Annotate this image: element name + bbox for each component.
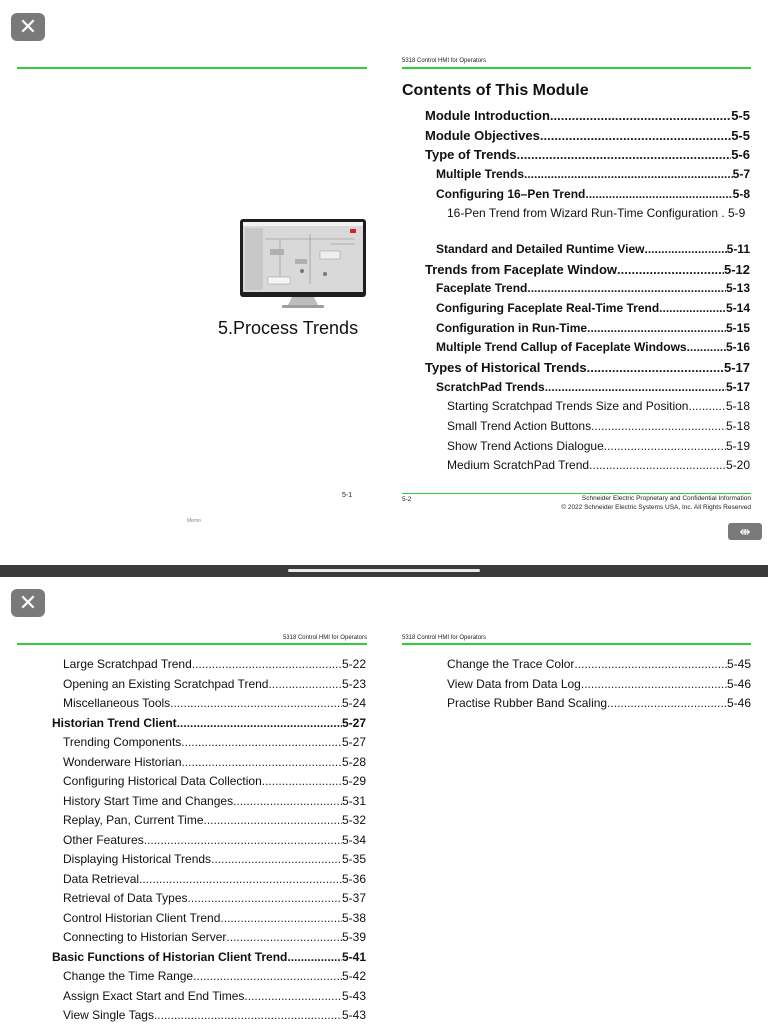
toc-entry-title: Module Objectives [425,127,540,143]
toc-entry[interactable] [436,338,750,358]
dot-leader [587,358,724,378]
toc-entry[interactable] [436,165,750,185]
toc-entry-page: 5-18 [725,399,750,414]
toc-list [52,655,366,1024]
toc-entry-page: 5-5 [731,127,750,143]
toc-entry[interactable] [63,675,366,695]
dot-leader [154,1006,342,1024]
footer-line-1: Schneider Electric Proprietary and Confidential Information [581,495,751,502]
toc-entry-page: 5-38 [341,910,366,925]
toc-entry-title: Multiple Trend Callup of Faceplate Windows [436,340,687,355]
toc-entry-title: Assign Exact Start and End Times [63,988,245,1003]
dot-leader [220,909,342,929]
dot-leader [527,279,726,299]
contents-page [402,56,751,516]
toc-entry-page: 5-35 [341,852,366,866]
dot-leader [268,675,342,695]
close-icon: ✕ [18,590,38,615]
footer-page-number: 5-2 [402,496,412,503]
dot-leader [233,792,342,812]
toc-entry-title: Faceplate Trend [436,281,528,296]
dot-leader [193,967,342,987]
contents-page-continued-right [402,633,751,1024]
toc-entry[interactable] [447,397,750,417]
page-header: 5318 Control HMI for Operators [402,635,487,641]
toc-entry-page: 5-39 [341,930,366,944]
toc-entry[interactable] [436,279,750,299]
toc-entry-page: 5-31 [341,793,366,808]
dot-leader [182,753,342,773]
dot-leader [581,675,727,695]
dot-leader [585,185,732,205]
toc-entry-title: Wonderware Historian [63,754,182,769]
toc-entry-page: 5-27 [341,715,366,730]
dot-leader [589,456,726,476]
toc-entry-title: Configuring Historical Data Collection [63,774,262,788]
close-icon: ✕ [18,14,38,39]
toc-entry-page: 5-5 [731,108,750,123]
toc-entry[interactable] [436,319,750,339]
toc-entry[interactable] [447,417,750,437]
toc-entry-title: 16-Pen Trend from Wizard Run-Time Configuration . 5-9 [447,206,746,221]
toc-entry[interactable] [63,928,366,948]
toc-entry-title: Multiple Trends [436,167,525,182]
toc-entry-page: 5-41 [341,949,366,964]
toc-entry-page: 5-23 [341,676,366,691]
toc-entry[interactable] [425,358,750,378]
toc-entry-page: 5-28 [341,754,366,769]
toc-entry[interactable] [447,675,751,695]
toc-entry-title: Historian Trend Client [52,715,177,730]
dot-leader [262,772,342,792]
dot-leader [177,714,342,734]
footer-line-2: © 2022 Schneider Electric Systems USA, Inc. All Rights Reserved [561,504,751,511]
toc-entry[interactable] [436,378,750,398]
toc-entry[interactable] [436,299,750,319]
toc-entry-page: 5-43 [341,1008,366,1022]
toc-entry[interactable] [425,106,750,126]
dot-leader [144,831,342,851]
toc-entry[interactable] [63,1006,366,1024]
toc-entry[interactable] [63,753,366,773]
toc-entry-title: Configuring Faceplate Real-Time Trend [436,300,660,315]
page-mark: Memo [187,518,201,524]
toc-entry-page: 5-29 [341,774,366,788]
toc-entry[interactable] [425,126,750,146]
close-button[interactable] [11,13,45,41]
fit-page-icon: ⇼ [739,523,751,539]
dot-leader [687,338,726,358]
toc-entry-title: Displaying Historical Trends [63,852,212,866]
dot-leader [211,850,342,870]
dot-leader [517,145,732,165]
toc-entry-page: 5-18 [725,419,750,434]
toc-entry-page: 5-6 [731,147,750,163]
toc-entry-title: Change the Time Range [63,969,194,983]
toc-entry-page: 5-27 [341,735,366,749]
toc-entry-page: 5-32 [341,813,366,827]
toc-entry[interactable] [52,948,366,968]
dot-leader [550,106,731,126]
toc-entry-page: 5-8 [732,186,750,201]
toc-entry[interactable] [425,145,750,165]
toc-entry-title: Small Trend Action Buttons [447,419,592,434]
toc-entry[interactable] [63,733,366,753]
toc-entry[interactable] [63,987,366,1007]
dot-leader [524,165,733,185]
toc-entry-title: Starting Scratchpad Trends Size and Position [447,399,689,414]
dot-leader [604,437,726,457]
contents-title: Contents of This Module [402,82,589,99]
toc-entry[interactable] [436,185,750,205]
footer-copyright [561,494,751,512]
dot-leader [591,417,726,437]
toc-entry-page: 5-13 [725,281,750,296]
toc-entry-page: 5-16 [725,340,750,355]
toc-entry-title: Standard and Detailed Runtime View [436,241,645,256]
toc-entry[interactable] [447,456,750,476]
toc-entry[interactable] [63,694,366,714]
header-rule [402,643,751,645]
toc-entry[interactable] [52,714,366,734]
dot-leader [188,889,342,909]
bottom-viewer-screen [0,577,768,1024]
toc-entry-title: Retrieval of Data Types [63,891,188,905]
dot-leader [192,655,342,675]
toc-entry[interactable] [63,772,366,792]
toc-entry-title: Configuring 16–Pen Trend [436,186,586,201]
toc-entry[interactable] [63,889,366,909]
toc-entry-page: 5-42 [341,969,366,983]
header-rule [402,67,751,69]
toc-entry-title: Replay, Pan, Current Time [63,813,204,827]
dot-leader [244,987,342,1007]
toc-entry-page: 5-7 [732,167,750,182]
dot-leader [226,928,342,948]
header-rule [17,67,367,69]
dot-leader [659,299,726,319]
toc-entry[interactable] [63,655,366,675]
toc-entry[interactable] [63,792,366,812]
toc-entry[interactable] [447,204,750,239]
toc-entry[interactable] [447,694,751,714]
toc-entry-title: Data Retrieval [63,871,140,886]
toc-list [447,655,751,714]
dot-leader [170,694,342,714]
split-divider[interactable] [0,565,768,577]
dot-leader [688,397,725,417]
dot-leader [587,319,726,339]
toc-entry-title: View Single Tags [63,1008,154,1022]
dot-leader [574,655,727,675]
toc-entry-title: Types of Historical Trends [425,359,587,375]
toc-entry-page: 5-37 [341,891,366,905]
toc-entry-page: 5-19 [725,438,750,453]
dot-leader [545,378,726,398]
toc-entry-title: Other Features [63,832,144,847]
toc-entry-title: History Start Time and Changes [63,793,234,808]
toc-entry-title: Type of Trends [425,147,517,163]
page-header: 5318 Control HMI for Operators [282,635,367,641]
toc-entry-page: 5-22 [341,657,366,671]
toc-entry-title: View Data from Data Log [447,676,581,691]
close-button[interactable] [11,589,45,617]
toc-entry-page: 5-12 [723,261,750,277]
dot-leader [607,694,727,714]
fit-page-button[interactable] [728,523,762,540]
toc-entry[interactable] [63,909,366,929]
toc-entry-title: Connecting to Historian Server [63,930,227,944]
toc-entry-title: Module Introduction [425,108,550,123]
toc-entry[interactable] [63,831,366,851]
toc-entry[interactable] [63,850,366,870]
toc-entry[interactable] [436,240,750,260]
toc-entry-title: Control Historian Client Trend [63,910,221,925]
dot-leader [204,811,342,831]
toc-entry-page: 5-36 [341,871,366,886]
toc-entry-page: 5-15 [725,320,750,335]
toc-entry-page: 5-20 [725,458,750,473]
toc-entry-title: Configuration in Run-Time [436,320,588,335]
chapter-title: 5.Process Trends [218,318,359,338]
toc-entry-title: Opening an Existing Scratchpad Trend [63,676,269,691]
page-number: 5-1 [342,492,353,499]
toc-entry-page: 5-43 [341,988,366,1003]
toc-entry[interactable] [63,811,366,831]
toc-entry-page: 5-17 [725,379,750,394]
toc-entry-page: 5-46 [726,696,751,710]
dot-leader [139,870,342,890]
toc-entry[interactable] [425,260,750,280]
toc-entry-title: Practise Rubber Band Scaling [447,696,608,710]
toc-entry-title: Trends from Faceplate Window [425,261,618,277]
contents-page-continued [17,633,367,1024]
toc-entry-title: Trending Components [63,735,182,749]
toc-entry[interactable] [63,870,366,890]
dot-leader [540,126,731,146]
dot-leader [617,260,724,280]
dot-leader [645,240,727,260]
divider-handle[interactable] [288,569,480,572]
dot-leader [181,733,342,753]
toc-list [402,106,750,476]
toc-entry-title: Change the Trace Color [447,657,575,671]
toc-entry-page: 5-14 [725,300,750,315]
header-rule [17,643,367,645]
toc-entry-title: Medium ScratchPad Trend [447,458,590,473]
toc-entry-page: 5-34 [341,832,366,847]
toc-entry[interactable] [447,655,751,675]
toc-entry-page: 5-24 [341,696,366,710]
toc-entry-title: Basic Functions of Historian Client Trend [52,949,288,964]
toc-entry-title: ScratchPad Trends [436,379,545,394]
toc-entry-page: 5-17 [723,359,750,375]
toc-entry[interactable] [447,437,750,457]
toc-entry-title: Miscellaneous Tools [63,696,171,710]
toc-entry-page: 5-45 [726,657,751,671]
page-header: 5318 Control HMI for Operators [402,58,487,64]
toc-entry-title: Large Scratchpad Trend [63,657,192,671]
toc-entry[interactable] [63,967,366,987]
monitor-screenshot-image [240,219,366,309]
toc-entry-title: Show Trend Actions Dialogue [447,438,604,453]
dot-leader [287,948,342,968]
toc-entry-page: 5-11 [726,241,750,256]
toc-entry-page: 5-46 [726,676,751,691]
